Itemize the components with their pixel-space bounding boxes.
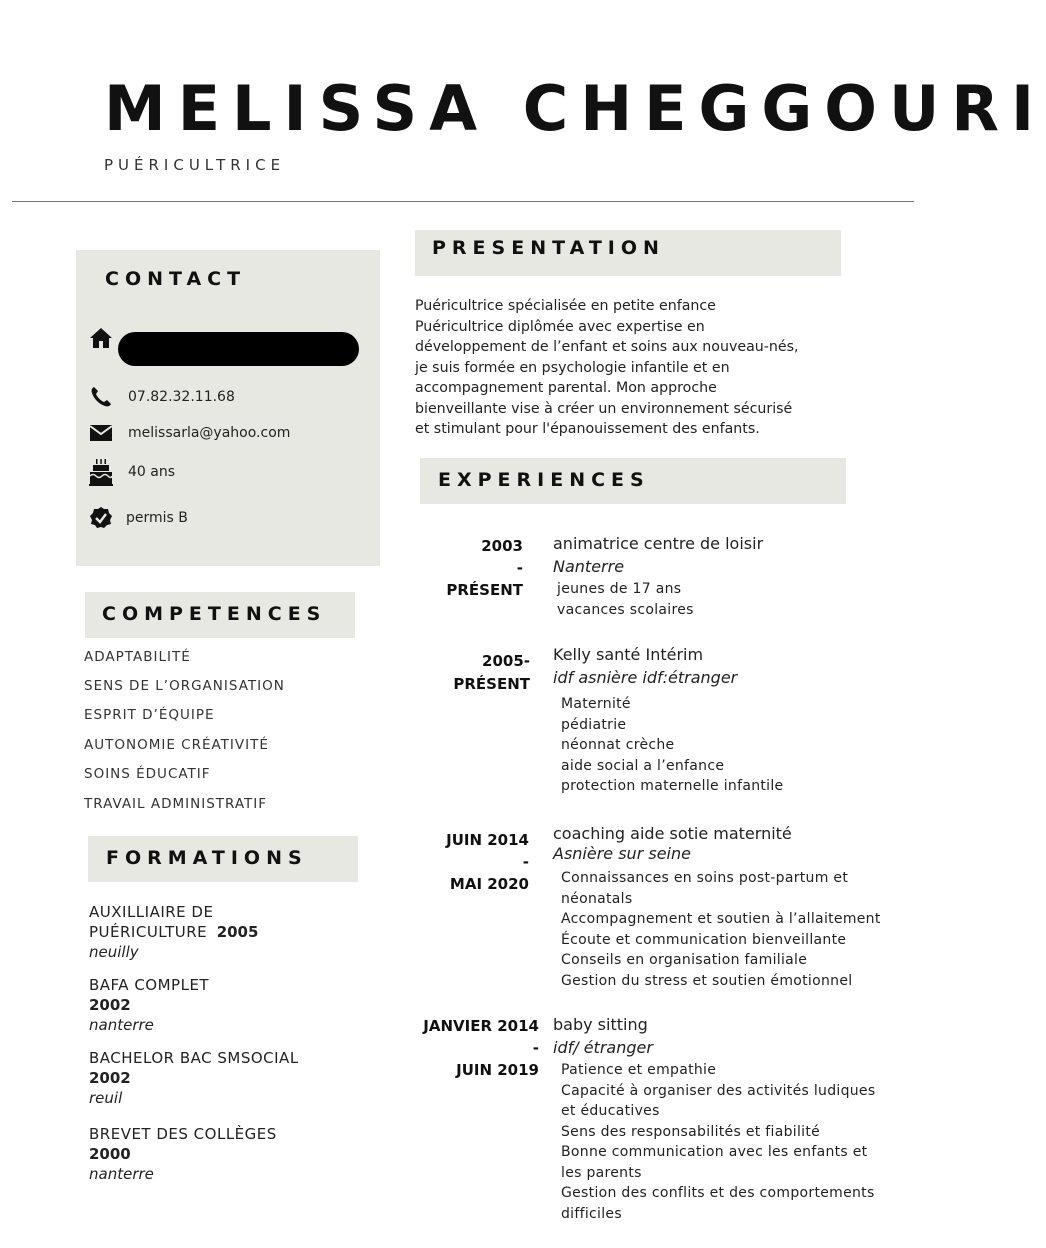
experience-date [446,829,529,895]
formation-place: nanterre [89,1164,154,1183]
experience-details [553,1014,875,1224]
driving-license: permis B [126,510,188,526]
experience-detail: vacances scolaires [557,601,694,618]
experience-place: Asnière sur seine [553,844,691,863]
skill-item: SOINS ÉDUCATIF [84,766,211,782]
presentation-line: et stimulant pour l'épanouissement des enfants. [415,421,760,437]
date-separator: - [516,559,523,577]
experience-detail: pédiatrie [561,716,627,733]
formation-title: BREVET DES COLLÈGES [89,1125,277,1143]
candidate-name: MELISSA CHEGGOURI [104,72,1046,145]
presentation-line: je suis formée en psychologie infantile et en [415,359,730,376]
competences-heading: COMPETENCES [102,603,327,625]
phone-number: 07.82.32.11.68 [128,389,235,405]
redacted-address [118,332,359,366]
experience-detail: protection maternelle infantile [561,778,784,794]
experience-detail: Gestion du stress et soutien émotionnel [561,972,853,989]
formation-title: BACHELOR BAC SMSOCIAL [89,1049,299,1067]
date-end: MAI 2020 [449,875,529,893]
email-row [88,421,290,445]
experience-detail: et éducatives [561,1103,660,1119]
formation-item [89,976,209,1035]
experience-details [553,824,881,991]
experience-detail: jeunes de 17 ans [557,581,682,597]
presentation-line: bienveillante vise à créer un environnement sécurisé [415,400,793,417]
formation-place: nanterre [89,1015,154,1034]
experience-detail: Capacité à organiser des activités ludiques [561,1082,876,1099]
formation-title-cont: PUÉRICULTURE [89,922,208,941]
presentation-line: Puéricultrice diplômée avec expertise en [415,318,705,335]
formation-item [89,903,258,962]
experience-detail: Maternité [561,696,631,712]
date-start: 2005- [482,652,530,670]
formation-title: AUXILLIAIRE DE [89,903,214,921]
experiences-heading: EXPERIENCES [438,469,650,491]
experience-date [453,650,530,696]
formation-year: 2002 [89,995,131,1014]
formation-item [89,1125,277,1184]
license-row [88,506,188,530]
skill-item: SENS DE L’ORGANISATION [84,678,285,694]
experience-detail: les parents [561,1164,642,1181]
phone-row [88,385,235,409]
experience-detail: Connaissances en soins post-partum et [561,870,849,886]
experience-detail: Bonne communication avec les enfants et [561,1144,868,1160]
presentation-line: développement de l’enfant et soins aux nouveau-nés, [415,339,799,355]
experience-date [446,535,523,601]
experience-detail: Accompagnement et soutien à l’allaitement [561,911,881,927]
email-address: melissarla@yahoo.com [128,425,291,441]
date-separator: - [532,1039,539,1057]
date-end: PRÉSENT [446,581,523,599]
experience-detail: Patience et empathie [561,1062,717,1078]
date-start: JUIN 2014 [446,831,529,849]
experience-details [553,533,763,620]
experience-detail: Sens des responsabilités et fiabilité [561,1123,821,1140]
experience-place: idf asnière idf:étranger [553,668,738,687]
experience-title: Kelly santé Intérim [553,645,704,664]
formation-year: 2000 [89,1144,131,1163]
date-start: 2003 [481,537,523,555]
presentation-line: Puéricultrice spécialisée en petite enfance [415,298,716,314]
date-start: JANVIER 2014 [423,1017,539,1035]
experience-detail: difficiles [561,1205,622,1222]
date-end: JUIN 2019 [456,1061,539,1079]
experience-detail: Conseils en organisation familiale [561,952,808,968]
mail-icon [88,421,114,445]
skill-item: ADAPTABILITÉ [84,649,191,665]
formation-year: 2002 [89,1068,131,1087]
formation-place: reuil [89,1088,123,1107]
skill-item: ESPRIT D’ÉQUIPE [84,707,215,723]
formation-year: 2005 [216,922,259,941]
experience-detail: néonnat crèche [561,737,675,753]
experience-detail: Gestion des conflits et des comportements [561,1185,875,1201]
experience-place: idf/ étranger [553,1038,653,1057]
skill-item: AUTONOMIE CRÉATIVITÉ [84,737,269,753]
experience-title: animatrice centre de loisir [553,534,764,553]
verified-badge-icon [88,506,114,530]
home-icon [88,326,114,350]
experience-place: Nanterre [553,557,625,576]
experience-detail: Écoute et communication bienveillante [561,931,847,948]
formation-place: neuilly [89,942,139,961]
experience-detail: néonatals [561,890,633,907]
age-row [88,460,175,484]
experience-details [553,644,783,797]
phone-icon [88,385,114,409]
age: 40 ans [128,464,176,480]
skill-item: TRAVAIL ADMINISTRATIF [84,796,268,812]
experience-title: coaching aide sotie maternité [553,824,792,843]
address-row [88,326,114,350]
experience-detail: aide social a l’enfance [561,757,725,774]
experience-date [423,1015,539,1081]
presentation-heading: PRESENTATION [432,237,665,259]
birthday-cake-icon [88,460,114,484]
header-divider [12,201,914,202]
contact-heading: CONTACT [105,268,247,290]
presentation-line: accompagnement parental. Mon approche [415,380,717,396]
experience-title: baby sitting [553,1015,648,1034]
formation-item [89,1049,299,1108]
date-end: PRÉSENT [453,675,530,693]
date-separator: - [522,853,529,871]
formations-heading: FORMATIONS [106,847,308,869]
formation-title: BAFA COMPLET [89,976,210,994]
job-title: PUÉRICULTRICE [104,156,286,174]
presentation-text [415,296,845,440]
